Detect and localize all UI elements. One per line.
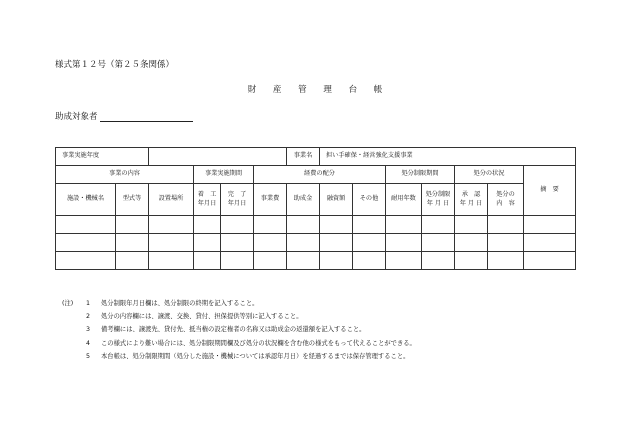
note-text: 処分の内容欄には、譲渡、交換、貸付、担保提供等別に記入すること。 bbox=[101, 313, 303, 321]
ledger-cell bbox=[116, 216, 149, 234]
ledger-cell bbox=[116, 234, 149, 252]
col-other: その他 bbox=[353, 184, 386, 216]
ledger-cell bbox=[56, 234, 116, 252]
ledger-cell bbox=[455, 252, 488, 270]
ledger-cell bbox=[320, 234, 353, 252]
subject-label: 助成対象者 bbox=[55, 112, 98, 122]
remarks-header: 摘 要 bbox=[524, 166, 576, 216]
note-number: 1 bbox=[86, 300, 91, 307]
col-useful-life: 耐用年数 bbox=[386, 184, 422, 216]
group-disposal: 処分の状況 bbox=[455, 166, 524, 184]
col-disposal-content: 処分の 内 容 bbox=[488, 184, 524, 216]
ledger-cell bbox=[524, 216, 576, 234]
fiscal-year-value bbox=[149, 148, 287, 166]
col-finish-date: 完 了 年月日 bbox=[221, 184, 254, 216]
note-item bbox=[62, 297, 416, 310]
ledger-cell bbox=[488, 252, 524, 270]
header-row-project bbox=[56, 148, 576, 166]
ledger-cell bbox=[353, 252, 386, 270]
ledger-cell bbox=[221, 234, 254, 252]
header-row-columns bbox=[56, 184, 576, 216]
ledger-cell bbox=[488, 216, 524, 234]
fiscal-year-label: 事業実施年度 bbox=[56, 148, 149, 166]
ledger-cell bbox=[221, 216, 254, 234]
note-number: 3 bbox=[86, 326, 91, 334]
ledger-cell bbox=[353, 216, 386, 234]
ledger-cell bbox=[320, 216, 353, 234]
ledger-cell bbox=[56, 252, 116, 270]
ledger-cell bbox=[386, 216, 422, 234]
form-number: 様式第１２号（第２５条関係） bbox=[55, 60, 175, 70]
note-number: 2 bbox=[86, 313, 91, 321]
note-number: 5 bbox=[86, 352, 91, 360]
title-char: 産 bbox=[272, 85, 282, 95]
note-item bbox=[62, 323, 416, 336]
title-char: 管 bbox=[298, 85, 307, 95]
col-facility: 施設・機械名 bbox=[56, 184, 116, 216]
ledger-cell bbox=[422, 216, 455, 234]
col-model: 型式等 bbox=[116, 184, 149, 216]
ledger-cell bbox=[455, 216, 488, 234]
col-start-date: 着 工 年月日 bbox=[194, 184, 221, 216]
ledger-cell bbox=[254, 216, 287, 234]
title-char: 台 bbox=[348, 85, 358, 95]
title-char: 理 bbox=[323, 85, 332, 95]
ledger-cell bbox=[287, 252, 320, 270]
note-text: この様式により難い場合には、処分制限期間欄及び処分の状況欄を含む他の様式をもって代えることができる。 bbox=[101, 339, 416, 347]
note-number: 4 bbox=[86, 339, 91, 347]
group-contents: 事業の内容 bbox=[56, 166, 194, 184]
ledger-cell bbox=[149, 234, 194, 252]
ledger-body bbox=[56, 216, 576, 270]
ledger-cell bbox=[386, 252, 422, 270]
ledger-cell bbox=[56, 216, 116, 234]
note-text: 備考欄には、譲渡先、貸付先、抵当権の設定権者の名称又は助成金の返還額を記入すること。 bbox=[101, 326, 366, 334]
ledger-cell bbox=[422, 234, 455, 252]
asset-ledger-table bbox=[55, 147, 576, 270]
notes-section bbox=[62, 297, 416, 363]
ledger-cell bbox=[287, 216, 320, 234]
col-subsidy: 助成金 bbox=[287, 184, 320, 216]
title-char: 帳 bbox=[373, 85, 383, 95]
ledger-cell bbox=[524, 234, 576, 252]
group-limit: 処分制限期間 bbox=[386, 166, 455, 184]
group-funding: 経費の配分 bbox=[254, 166, 386, 184]
title-char: 財 bbox=[247, 85, 257, 95]
ledger-cell bbox=[488, 234, 524, 252]
group-period: 事業実施期間 bbox=[194, 166, 254, 184]
ledger-cell bbox=[149, 252, 194, 270]
col-loan: 融資額 bbox=[320, 184, 353, 216]
ledger-cell bbox=[353, 234, 386, 252]
header-row-groups bbox=[56, 166, 576, 184]
ledger-cell bbox=[422, 252, 455, 270]
ledger-cell bbox=[194, 252, 221, 270]
col-approval-date: 承 認 年 月 日 bbox=[455, 184, 488, 216]
project-name-value: 担い手確保・経営強化支援事業 bbox=[320, 148, 576, 166]
note-item bbox=[62, 350, 416, 363]
ledger-cell bbox=[149, 216, 194, 234]
subject-underline bbox=[100, 121, 193, 122]
note-text: 本台帳は、処分制限期間（処分した施設・機械については承認年月日）を経過するまでは保存管理すること。 bbox=[101, 352, 410, 360]
ledger-cell bbox=[524, 252, 576, 270]
note-item bbox=[62, 337, 416, 350]
ledger-cell bbox=[287, 234, 320, 252]
ledger-row bbox=[56, 234, 576, 252]
col-project-cost: 事業費 bbox=[254, 184, 287, 216]
col-location: 設置場所 bbox=[149, 184, 194, 216]
note-item bbox=[62, 310, 416, 323]
ledger-cell bbox=[116, 252, 149, 270]
ledger-cell bbox=[194, 216, 221, 234]
ledger-cell bbox=[254, 252, 287, 270]
note-text: 処分制限年月日欄は、処分制限の終期を記入すること。 bbox=[101, 300, 259, 307]
ledger-cell bbox=[194, 234, 221, 252]
ledger-cell bbox=[221, 252, 254, 270]
ledger-cell bbox=[254, 234, 287, 252]
ledger-cell bbox=[455, 234, 488, 252]
project-name-label: 事業名 bbox=[287, 148, 320, 166]
ledger-row bbox=[56, 216, 576, 234]
notes-head: (注) bbox=[62, 300, 74, 307]
ledger-row bbox=[56, 252, 576, 270]
ledger-cell bbox=[386, 234, 422, 252]
document-title bbox=[0, 83, 630, 95]
ledger-cell bbox=[320, 252, 353, 270]
col-limit-date: 処分制限 年 月 日 bbox=[422, 184, 455, 216]
